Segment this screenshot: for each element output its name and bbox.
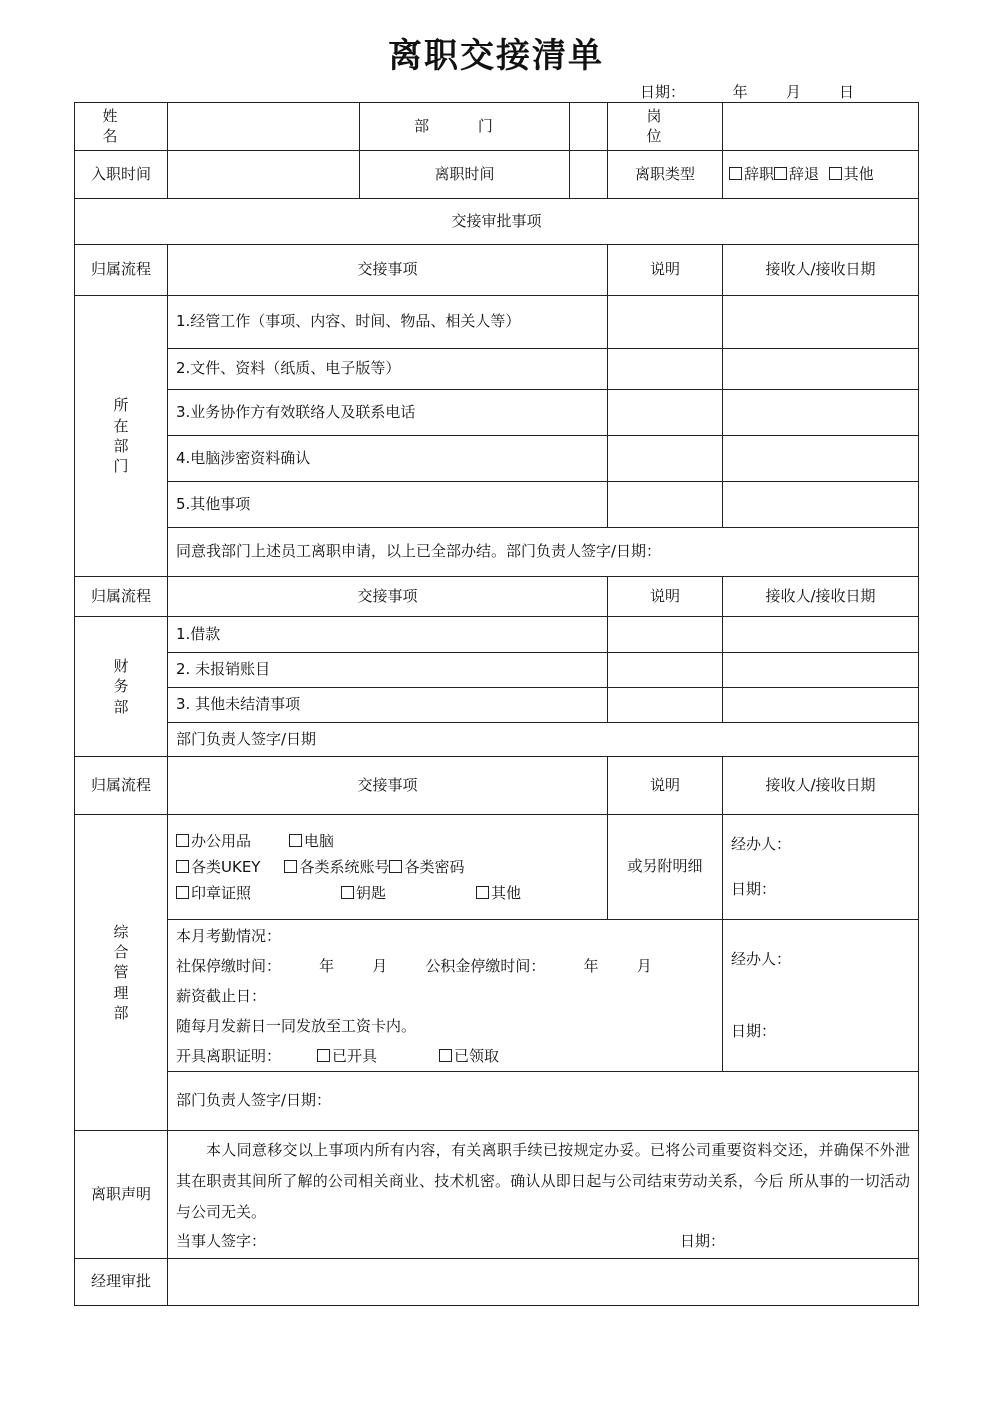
table-row — [75, 815, 919, 920]
declaration-date-label[interactable]: 日期： — [680, 1232, 726, 1250]
checkbox-cert-issued[interactable]: 已开具 — [317, 1047, 377, 1065]
checkbox-office-supplies[interactable]: 办公用品 — [176, 832, 251, 850]
checkbox-keys[interactable]: 钥匙 — [341, 884, 386, 902]
checklist-row-3 — [176, 880, 599, 906]
table-row — [75, 617, 919, 653]
header-note: 说明 — [608, 577, 723, 617]
social-security-line: 社保停缴时间： 年 月 公积金停缴时间： 年 月 — [176, 956, 652, 975]
dept-item-1-note[interactable] — [608, 296, 723, 349]
table-row — [75, 653, 919, 688]
dept-section-label: 所在部门 — [75, 296, 168, 577]
checkbox-passwords[interactable]: 各类密码 — [389, 858, 464, 876]
dept-item-4-note[interactable] — [608, 436, 723, 482]
table-row — [75, 1131, 919, 1259]
handover-form-table — [74, 102, 919, 1306]
page-title: 离职交接清单 — [388, 36, 604, 76]
checklist-row-2 — [176, 854, 599, 880]
checkbox-dismiss[interactable]: 辞退 — [774, 165, 819, 183]
admin-sign[interactable]: 部门负责人签字/日期： — [168, 1072, 919, 1131]
dept-item-2-note[interactable] — [608, 349, 723, 390]
declaration-label: 离职声明 — [75, 1131, 168, 1259]
checkbox-seals-certificates[interactable]: 印章证照 — [176, 884, 251, 902]
header-receiver: 接收人/接收日期 — [723, 245, 919, 296]
leave-date-field[interactable] — [570, 151, 608, 199]
header-note: 说明 — [608, 245, 723, 296]
dept-label: 部 门 — [360, 103, 570, 151]
table-row — [75, 1259, 919, 1306]
dept-item-3-receiver[interactable] — [723, 390, 919, 436]
table-row — [75, 1072, 919, 1131]
handler-date-label: 日期： — [731, 880, 777, 898]
table-header-row — [75, 577, 919, 617]
dept-item-2-receiver[interactable] — [723, 349, 919, 390]
checkbox-computer[interactable]: 电脑 — [289, 832, 334, 850]
checkbox-other[interactable]: 其他 — [829, 165, 874, 183]
finance-item-2-receiver[interactable] — [723, 653, 919, 688]
basic-info-row-1 — [75, 103, 919, 151]
attendance-label: 本月考勤情况： — [176, 926, 282, 945]
table-row — [75, 436, 919, 482]
handler-date-label: 日期： — [731, 1021, 777, 1040]
declaration-sign-line — [176, 1228, 910, 1254]
table-row — [75, 528, 919, 577]
finance-item-1-note[interactable] — [608, 617, 723, 653]
header-items: 交接事项 — [168, 577, 608, 617]
attach-note: 或另附明细 — [608, 815, 723, 920]
table-row — [75, 723, 919, 757]
manager-approval-field[interactable] — [168, 1259, 919, 1306]
admin-details — [168, 920, 723, 1072]
finance-item-2-note[interactable] — [608, 653, 723, 688]
checkbox-system-accounts[interactable]: 各类系统账号 — [284, 858, 389, 876]
section-title-row — [75, 199, 919, 245]
salary-cutoff-label: 薪资截止日： — [176, 986, 267, 1005]
dept-item-3-note[interactable] — [608, 390, 723, 436]
leave-type-label: 离职类型 — [608, 151, 723, 199]
declaration-text: 本人同意移交以上事项内所有内容，有关离职手续已按规定办妥。已将公司重要资料交还，并确保不外泄其在职责其间所了解的公司相关商业、技术机密。确认从即日起与公司结束劳动关系，今后 所从事的一切活动与公司无关。 — [176, 1141, 910, 1221]
admin-checklist — [168, 815, 608, 920]
header-flow: 归属流程 — [75, 757, 168, 815]
name-label: 姓 名 — [75, 103, 168, 151]
header-receiver: 接收人/接收日期 — [723, 757, 919, 815]
table-header-row — [75, 245, 919, 296]
table-row — [75, 349, 919, 390]
table-header-row — [75, 757, 919, 815]
handler-label: 经办人： — [731, 950, 792, 968]
declaration-cell — [168, 1131, 919, 1259]
dept-item-5-receiver[interactable] — [723, 482, 919, 528]
header-flow: 归属流程 — [75, 245, 168, 296]
table-row — [75, 296, 919, 349]
dept-item-3: 3.业务协作方有效联络人及联系电话 — [168, 390, 608, 436]
section-title: 交接审批事项 — [75, 199, 919, 245]
form-date-line: 日期： 年 月 日 — [640, 83, 854, 101]
dept-item-1: 1.经管工作（事项、内容、时间、物品、相关人等） — [168, 296, 608, 349]
admin-handler-cell-1 — [723, 815, 919, 920]
leave-date-label: 离职时间 — [360, 151, 570, 199]
checkbox-other[interactable]: 其他 — [476, 884, 521, 902]
salary-note: 随每月发薪日一同发放至工资卡内。 — [176, 1016, 417, 1035]
hire-date-label: 入职时间 — [75, 151, 168, 199]
table-row — [75, 920, 919, 1072]
checklist-row-1 — [176, 828, 599, 854]
header-receiver: 接收人/接收日期 — [723, 577, 919, 617]
manager-approval-label: 经理审批 — [75, 1259, 168, 1306]
finance-item-1: 1.借款 — [168, 617, 608, 653]
checkbox-cert-received[interactable]: 已领取 — [439, 1047, 499, 1065]
header-flow: 归属流程 — [75, 577, 168, 617]
signer-label[interactable]: 当事人签字： — [176, 1232, 267, 1250]
finance-item-3-receiver[interactable] — [723, 688, 919, 723]
dept-item-1-receiver[interactable] — [723, 296, 919, 349]
header-items: 交接事项 — [168, 757, 608, 815]
finance-item-3-note[interactable] — [608, 688, 723, 723]
dept-item-2: 2.文件、资料（纸质、电子版等） — [168, 349, 608, 390]
table-row — [75, 688, 919, 723]
dept-confirm-sign[interactable]: 同意我部门上述员工离职申请，以上已全部办结。部门负责人签字/日期： — [168, 528, 919, 577]
dept-item-5-note[interactable] — [608, 482, 723, 528]
dept-item-5: 5.其他事项 — [168, 482, 608, 528]
table-row — [75, 482, 919, 528]
finance-sign[interactable]: 部门负责人签字/日期 — [168, 723, 919, 757]
checkbox-ukey[interactable]: 各类UKEY — [176, 858, 260, 876]
dept-item-4: 4.电脑涉密资料确认 — [168, 436, 608, 482]
basic-info-row-2 — [75, 151, 919, 199]
dept-field[interactable] — [570, 103, 608, 151]
finance-item-3: 3. 其他未结清事项 — [168, 688, 608, 723]
certificate-line: 开具离职证明： 已开具 已领取 — [176, 1046, 500, 1065]
dept-item-4-receiver[interactable] — [723, 436, 919, 482]
admin-section-label: 综合管理部 — [75, 815, 168, 1131]
header-items: 交接事项 — [168, 245, 608, 296]
hire-date-field[interactable] — [168, 151, 360, 199]
admin-handler-cell-2 — [723, 920, 919, 1072]
post-label: 岗 位 — [608, 103, 723, 151]
checkbox-resign[interactable]: 辞职 — [729, 165, 774, 183]
post-field[interactable] — [723, 103, 919, 151]
finance-section-label: 财务部 — [75, 617, 168, 757]
header-note: 说明 — [608, 757, 723, 815]
finance-item-2: 2. 未报销账目 — [168, 653, 608, 688]
finance-item-1-receiver[interactable] — [723, 617, 919, 653]
handler-label: 经办人： — [731, 834, 792, 853]
leave-type-options — [723, 151, 919, 199]
name-field[interactable] — [168, 103, 360, 151]
table-row — [75, 390, 919, 436]
